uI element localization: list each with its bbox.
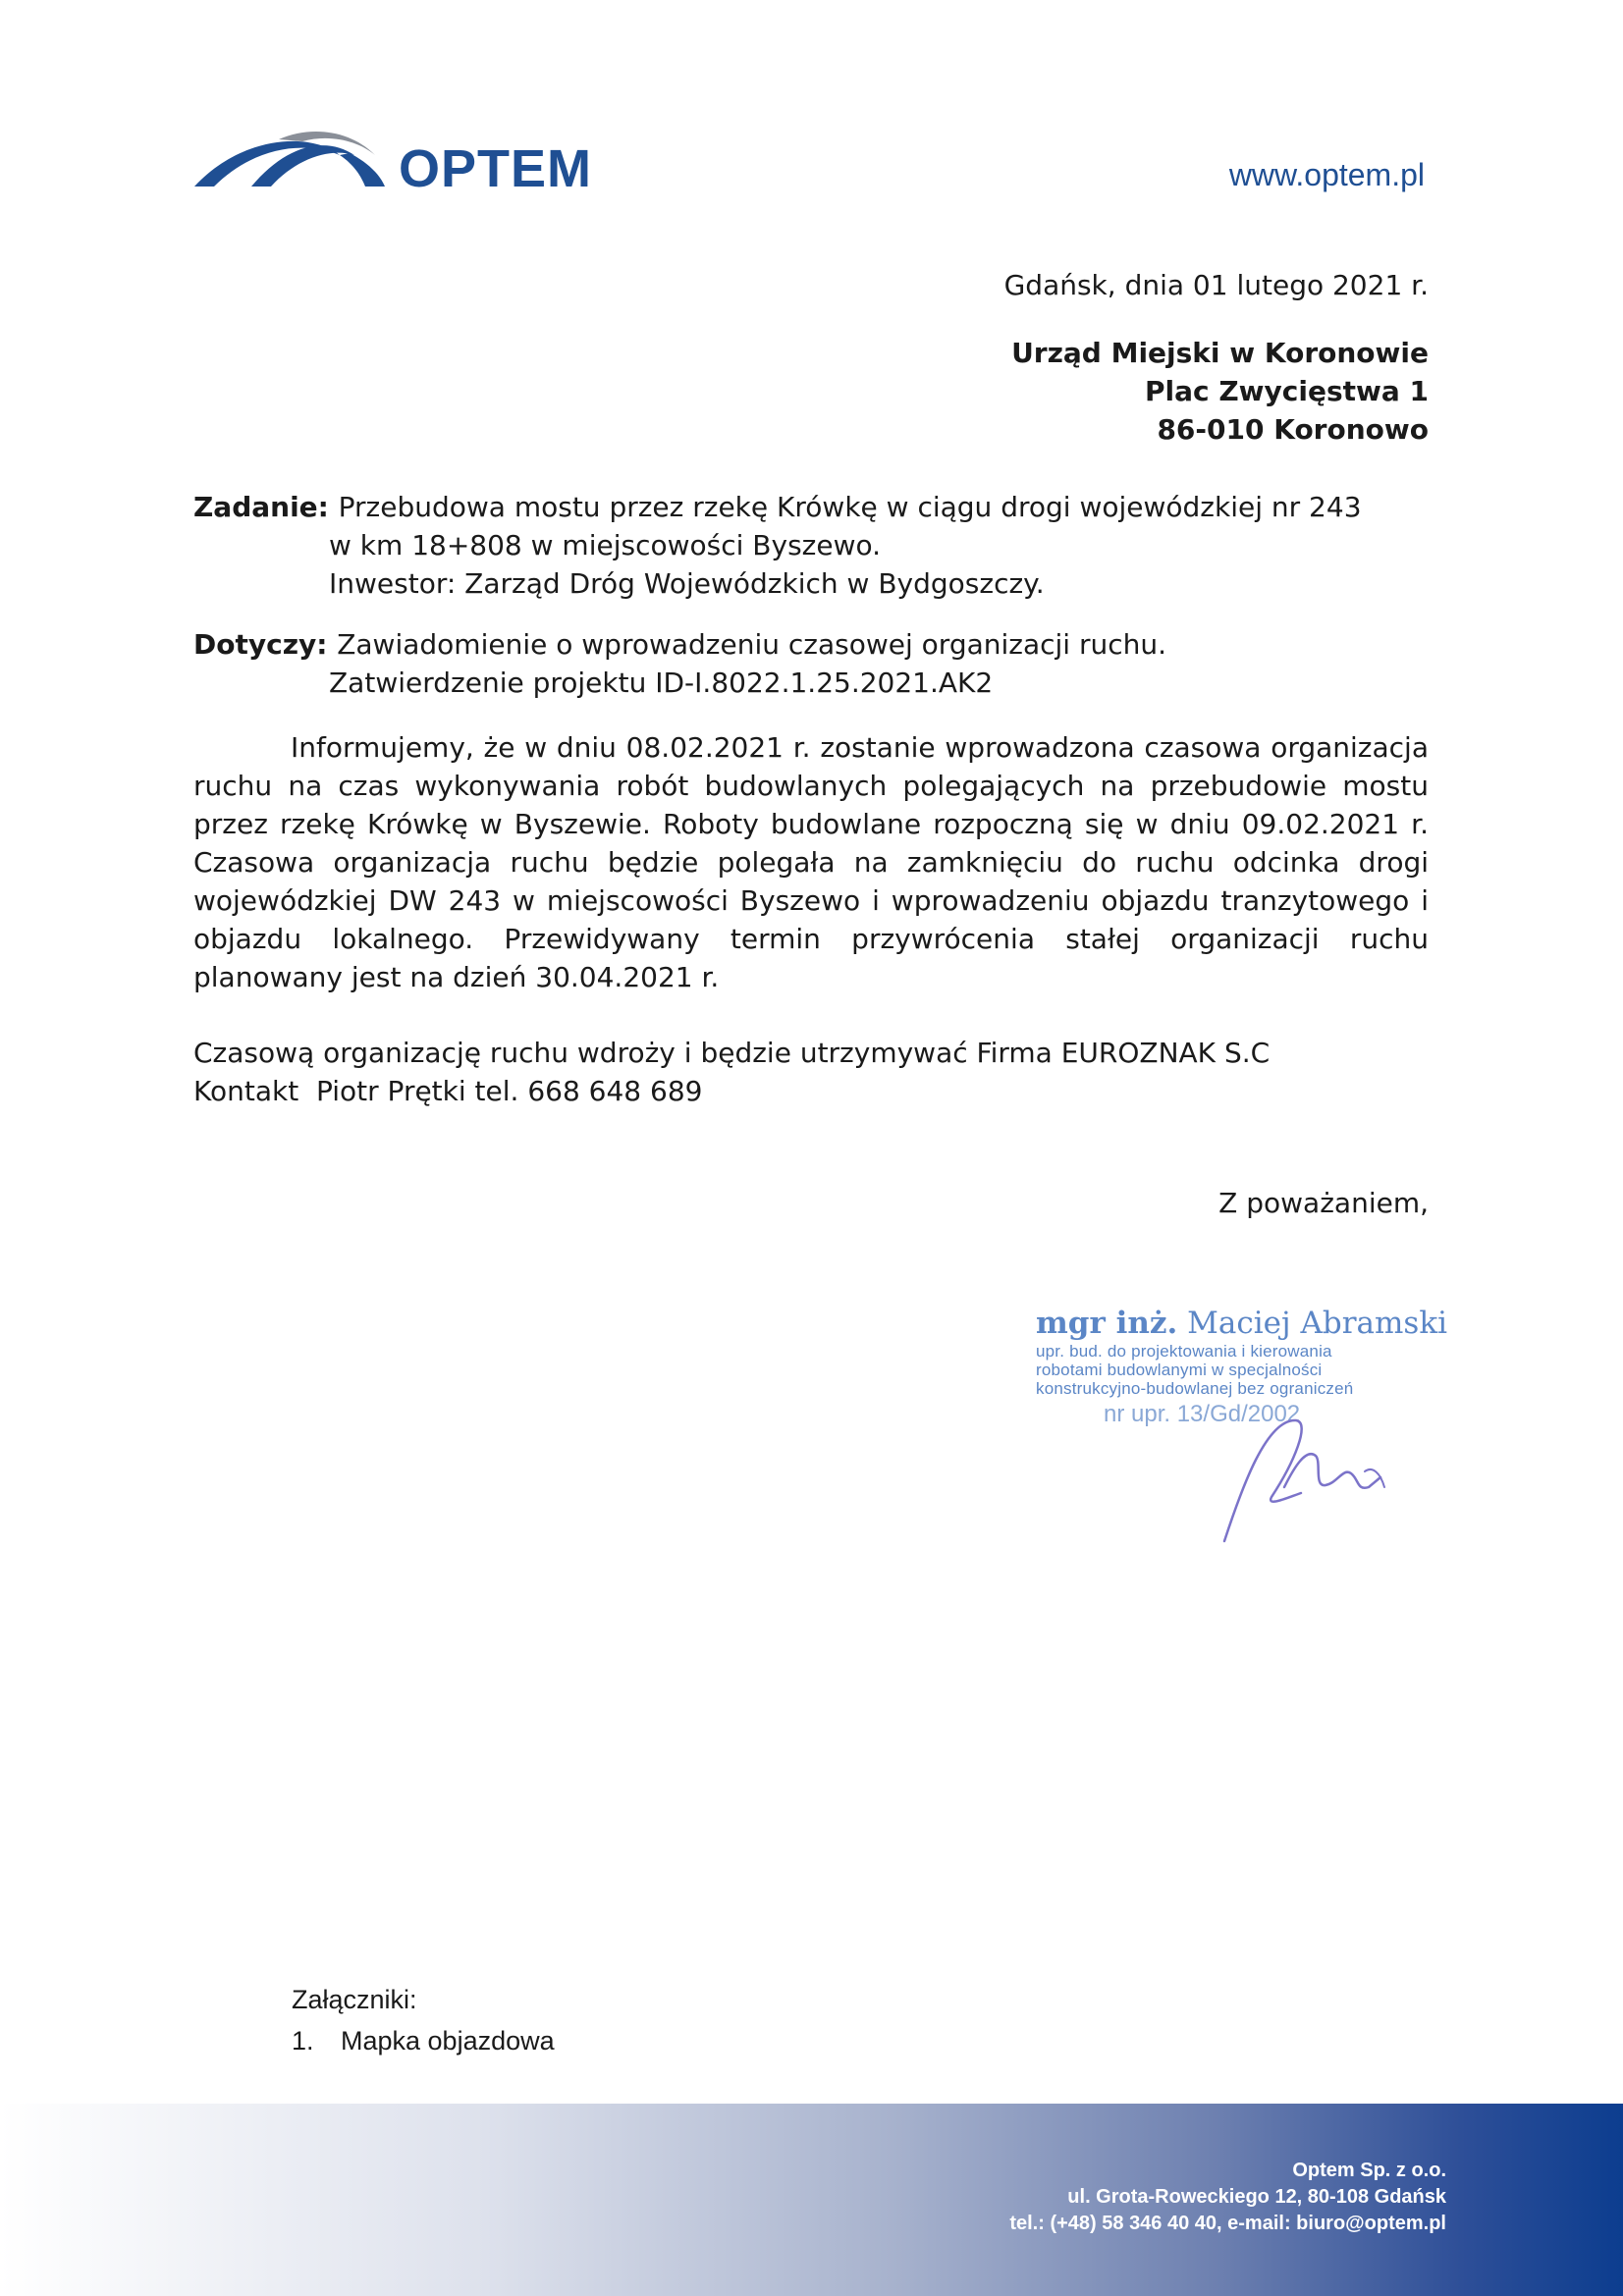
main-paragraph: Informujemy, że w dniu 08.02.2021 r. zostanie wprowadzona czasowa organizacja ruchu na czas wykonywania robót budowlanych polegających na przebudowie mostu przez rzekę Krówkę w Byszewie. Roboty budowlane rozpoczną się w dniu 09.02.2021 r. Czasowa organizacja ruchu będzie polegała na zamknięciu do ruchu odcinka drogi wojewódzkiej DW 243 w miejscowości Byszewo i wprowadzeniu objazdu tranzytowego i objazdu lokalnego. Przewidywany termin przywrócenia stałej organizacji ruchu planowany jest na dzień 30.04.2021 r. <box>193 731 1429 993</box>
addressee-line: Urząd Miejski w Koronowie <box>1011 337 1429 369</box>
subject-line: Zawiadomienie o wprowadzeniu czasowej organizacji ruchu. <box>337 628 1167 661</box>
logo-text: OPTEM <box>399 139 593 192</box>
firm-line: Czasową organizację ruchu wdroży i będzie utrzymywać Firma EUROZNAK S.C <box>193 1037 1271 1069</box>
subject-section <box>193 625 1429 702</box>
signature <box>1031 1301 1424 1546</box>
attachment-label: Mapka objazdowa <box>341 2026 555 2056</box>
stamp-line: upr. bud. do projektowania i kierowania <box>1036 1342 1332 1361</box>
task-section <box>193 488 1429 603</box>
task-line: w km 18+808 w miejscowości Byszewo. <box>329 529 882 561</box>
task-line: Inwestor: Zarząd Dróg Wojewódzkich w Bydgoszczy. <box>329 567 1045 600</box>
contractor-section <box>193 1034 1429 1110</box>
attachments-title: Załączniki: <box>292 1985 417 2014</box>
stamp-line: konstrukcyjno-budowlanej bez ograniczeń <box>1036 1379 1354 1398</box>
letter-date: Gdańsk, dnia 01 lutego 2021 r. <box>1003 269 1429 301</box>
optem-logo <box>192 126 599 192</box>
footer-company: Optem Sp. z o.o. <box>1292 2160 1446 2181</box>
subject-label: Dotyczy: <box>193 628 338 661</box>
stamp-number: nr upr. 13/Gd/2002 <box>1104 1401 1301 1427</box>
contact-line: Kontakt Piotr Prętki tel. 668 648 689 <box>193 1075 703 1107</box>
attachment-item <box>292 2020 555 2061</box>
stamp-person: Maciej Abramski <box>1177 1306 1448 1341</box>
stamp-title: mgr inż. <box>1036 1306 1178 1341</box>
footer-contact <box>1009 2158 1446 2237</box>
footer-phone-email: tel.: (+48) 58 346 40 40, e-mail: biuro@optem.pl <box>1009 2213 1446 2234</box>
website-link[interactable]: www.optem.pl <box>1228 157 1425 192</box>
subject-line: Zatwierdzenie projektu ID-I.8022.1.25.2021.AK2 <box>329 667 994 699</box>
attachments-section <box>292 1979 555 2061</box>
addressee-line: 86-010 Koronowo <box>1157 413 1429 446</box>
stamp-line: robotami budowlanymi w specjalności <box>1036 1361 1323 1379</box>
task-label: Zadanie: <box>193 491 339 523</box>
closing-text: Z poważaniem, <box>1218 1187 1429 1219</box>
footer-address: ul. Grota-Roweckiego 12, 80-108 Gdańsk <box>1067 2186 1446 2208</box>
addressee-line: Plac Zwycięstwa 1 <box>1144 375 1429 407</box>
attachment-number: 1. <box>292 2026 314 2056</box>
task-line: Przebudowa mostu przez rzekę Krówkę w ciągu drogi wojewódzkiej nr 243 <box>338 491 1362 523</box>
addressee-block <box>1011 334 1429 449</box>
